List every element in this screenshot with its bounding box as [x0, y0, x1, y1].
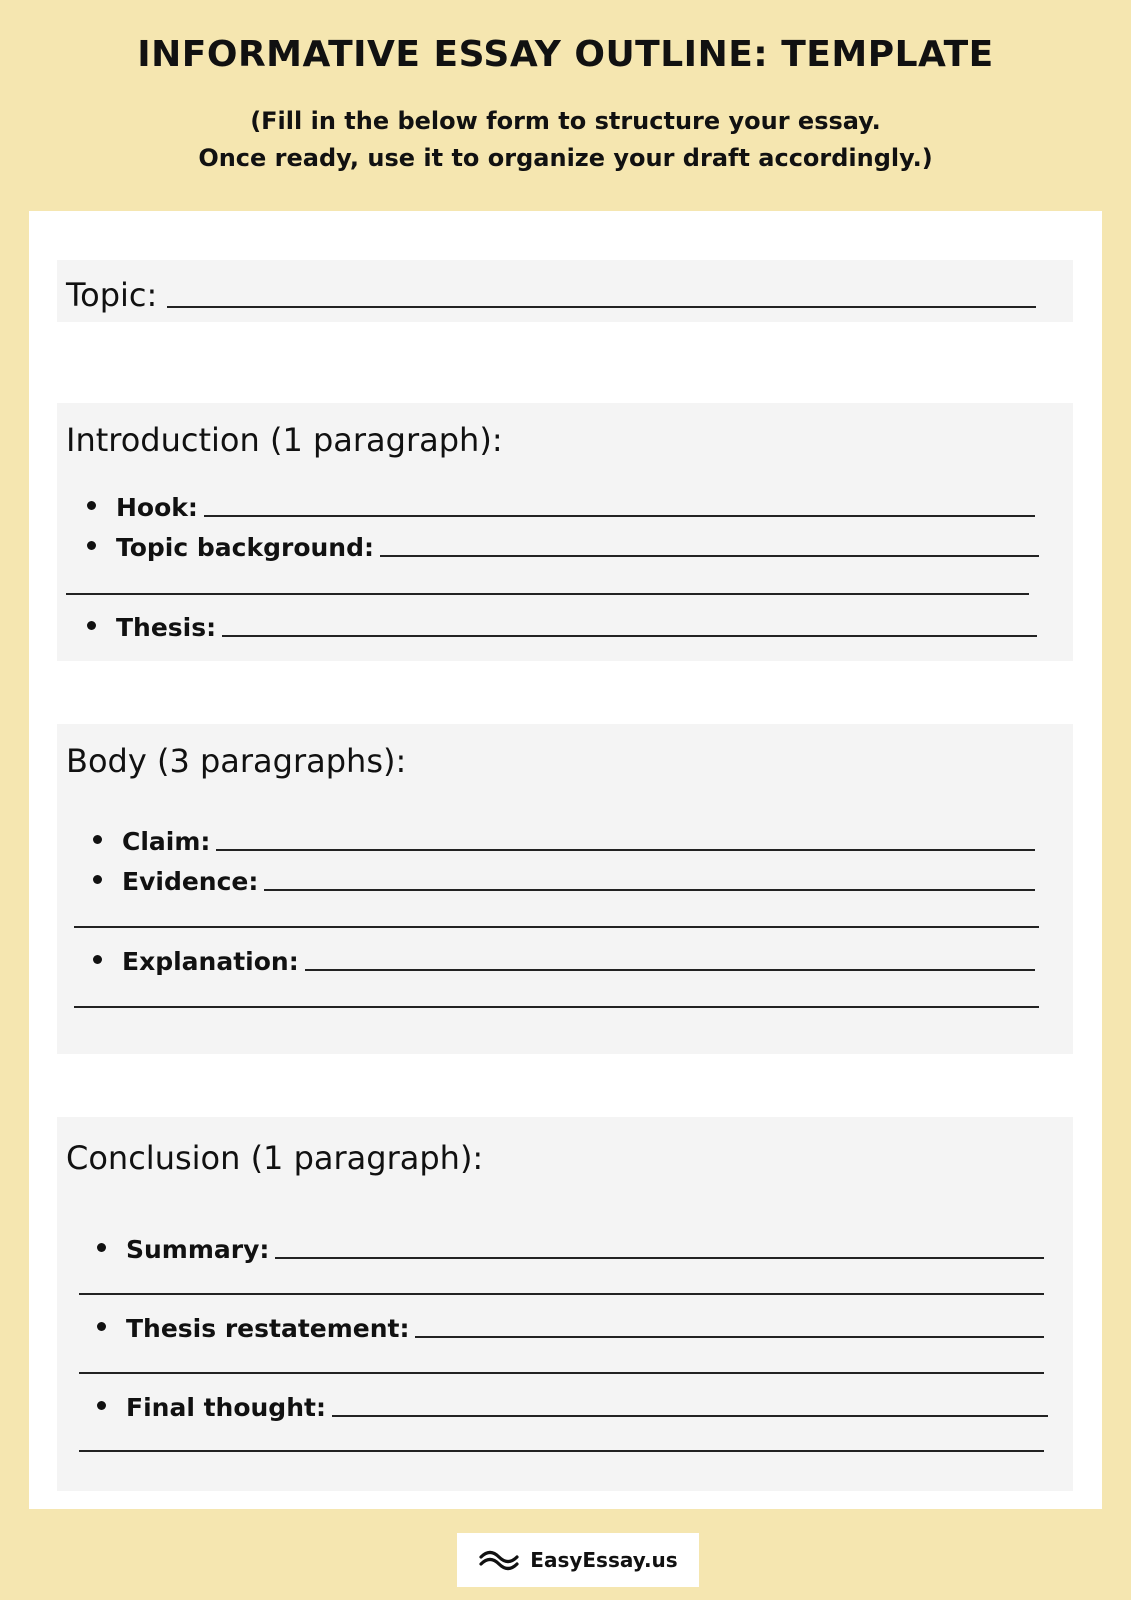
topic-background-input-line[interactable] — [380, 554, 1039, 557]
final-thought-continuation-line[interactable] — [79, 1450, 1044, 1452]
body-section — [57, 724, 1073, 1054]
summary-label: Summary: — [126, 1235, 270, 1264]
footer-brand-box[interactable] — [457, 1533, 699, 1587]
claim-row — [93, 817, 1035, 857]
topic-background-continuation-line[interactable] — [66, 593, 1029, 595]
bullet-icon — [97, 1401, 106, 1410]
conclusion-section — [57, 1117, 1073, 1491]
introduction-heading: Introduction (1 paragraph): — [66, 421, 503, 459]
topic-background-row — [87, 523, 1039, 563]
double-wave-logo-icon — [478, 1548, 520, 1572]
subtitle-line-1: (Fill in the below form to structure your essay. — [250, 107, 881, 135]
bullet-icon — [97, 1322, 106, 1331]
thesis-restatement-label: Thesis restatement: — [126, 1314, 410, 1343]
outline-card — [29, 211, 1102, 1509]
thesis-restatement-input-line[interactable] — [415, 1335, 1044, 1338]
bullet-icon — [87, 541, 96, 550]
summary-continuation-line[interactable] — [79, 1293, 1044, 1295]
explanation-input-line[interactable] — [305, 968, 1035, 971]
introduction-section — [57, 403, 1073, 661]
explanation-label: Explanation: — [122, 947, 299, 976]
topic-background-label: Topic background: — [116, 533, 374, 562]
conclusion-heading: Conclusion (1 paragraph): — [66, 1139, 484, 1177]
hook-input-line[interactable] — [204, 514, 1035, 517]
evidence-continuation-line[interactable] — [74, 926, 1039, 928]
hook-row — [87, 483, 1035, 523]
brand-name: EasyEssay.us — [530, 1548, 678, 1572]
bullet-icon — [93, 955, 102, 964]
bullet-icon — [97, 1243, 106, 1252]
topic-label: Topic: — [66, 276, 158, 314]
explanation-continuation-line[interactable] — [74, 1006, 1039, 1008]
thesis-row — [87, 603, 1037, 643]
thesis-restatement-continuation-line[interactable] — [79, 1372, 1044, 1374]
topic-section — [57, 260, 1073, 322]
bullet-icon — [87, 621, 96, 630]
claim-label: Claim: — [122, 827, 211, 856]
bullet-icon — [93, 835, 102, 844]
final-thought-label: Final thought: — [126, 1393, 326, 1422]
bullet-icon — [93, 875, 102, 884]
summary-row — [97, 1225, 1044, 1265]
thesis-restatement-row — [97, 1304, 1044, 1344]
body-heading: Body (3 paragraphs): — [66, 742, 407, 780]
thesis-label: Thesis: — [116, 613, 217, 642]
explanation-row — [93, 937, 1035, 977]
evidence-label: Evidence: — [122, 867, 259, 896]
summary-input-line[interactable] — [275, 1256, 1044, 1259]
subtitle-line-2: Once ready, use it to organize your draft accordingly.) — [198, 144, 933, 172]
topic-input-line[interactable] — [167, 305, 1036, 308]
claim-input-line[interactable] — [216, 848, 1035, 851]
bullet-icon — [87, 501, 96, 510]
thesis-input-line[interactable] — [222, 634, 1037, 637]
final-thought-input-line[interactable] — [332, 1414, 1048, 1417]
page-title: INFORMATIVE ESSAY OUTLINE: TEMPLATE — [137, 34, 994, 75]
evidence-input-line[interactable] — [264, 888, 1035, 891]
final-thought-row — [97, 1383, 1048, 1423]
evidence-row — [93, 857, 1035, 897]
page-subtitle — [0, 103, 1131, 177]
hook-label: Hook: — [116, 493, 198, 522]
